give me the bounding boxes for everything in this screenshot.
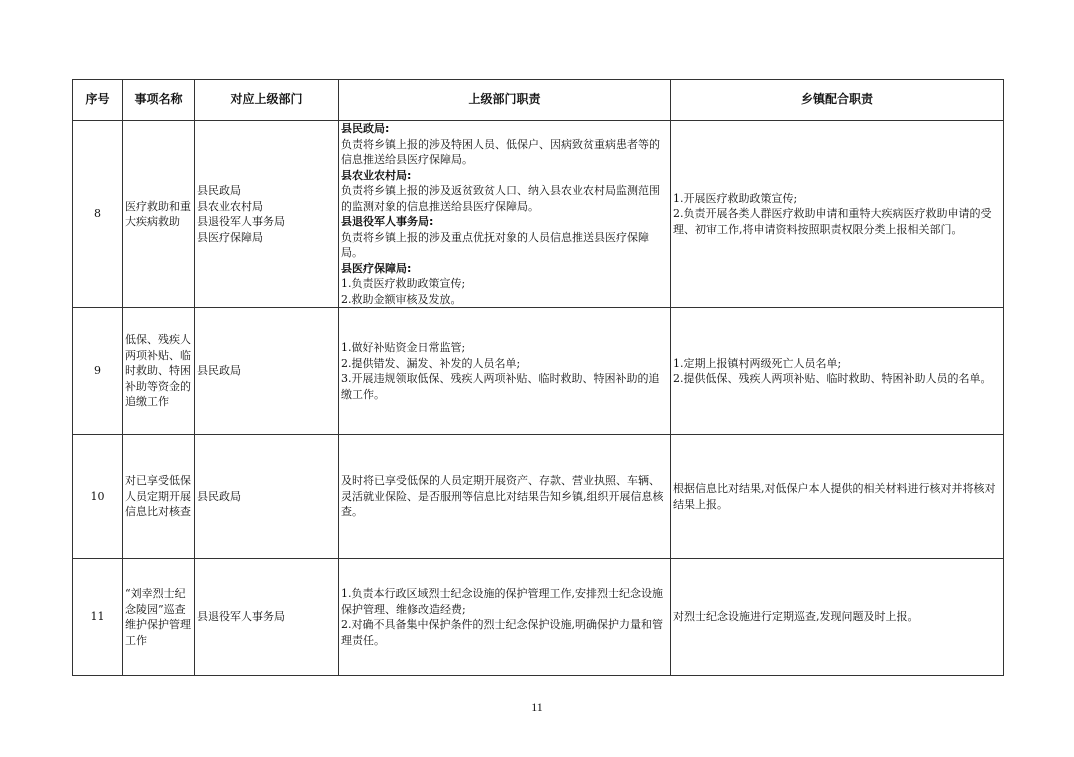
dept-name: 县农业农村局 bbox=[197, 199, 263, 213]
dept-name: 县退役军人事务局 bbox=[197, 610, 285, 624]
duty-text: 1.负责本行政区域烈士纪念设施的保护管理工作,安排烈士纪念设施保护管理、维修改造经费; bbox=[341, 587, 663, 616]
header-upper-duty: 上级部门职责 bbox=[339, 80, 671, 121]
row-town-duty-cell bbox=[671, 308, 1004, 435]
row-town-duty-cell bbox=[671, 121, 1004, 308]
dept-name: 县退役军人事务局 bbox=[197, 215, 285, 228]
row-index: 11 bbox=[73, 559, 123, 676]
row-index: 8 bbox=[73, 121, 123, 308]
table-row bbox=[73, 308, 1004, 435]
dept-heading: 县民政局: bbox=[341, 122, 390, 135]
header-index: 序号 bbox=[73, 80, 123, 121]
duty-text: 2.救助金额审核及发放。 bbox=[341, 292, 462, 306]
row-item-name: 医疗救助和重大疾病救助 bbox=[123, 121, 195, 308]
header-dept: 对应上级部门 bbox=[195, 80, 339, 121]
row-town-duty-cell bbox=[671, 559, 1004, 676]
table-row bbox=[73, 559, 1004, 676]
header-town-duty: 乡镇配合职责 bbox=[671, 80, 1004, 121]
duty-text: 3.开展违规领取低保、残疾人两项补贴、临时救助、特困补助的追缴工作。 bbox=[341, 372, 660, 401]
duty-text: 2.对确不具备集中保护条件的烈士纪念保护设施,明确保护力量和管理责任。 bbox=[341, 618, 663, 647]
town-duty-text: 对烈士纪念设施进行定期巡查,发现问题及时上报。 bbox=[673, 610, 919, 624]
table-row bbox=[73, 121, 1004, 308]
duty-text: 1.负责医疗救助政策宣传; bbox=[341, 277, 466, 290]
row-upper-duty-cell bbox=[339, 435, 671, 559]
duty-text: 1.做好补贴资金日常监管; bbox=[341, 341, 466, 354]
row-item-name: 对已享受低保人员定期开展信息比对核查 bbox=[123, 435, 195, 559]
dept-name: 县医疗保障局 bbox=[197, 230, 263, 244]
duty-text: 2.提供错发、漏发、补发的人员名单; bbox=[341, 356, 521, 370]
town-duty-text: 2.提供低保、残疾人两项补贴、临时救助、特困补助人员的名单。 bbox=[673, 372, 992, 385]
row-item-name: “刘幸烈士纪念陵园”巡查维护保护管理工作 bbox=[123, 559, 195, 676]
town-duty-text: 1.开展医疗救助政策宣传; bbox=[673, 191, 798, 205]
row-upper-duty-cell bbox=[339, 121, 671, 308]
row-upper-duty-cell bbox=[339, 308, 671, 435]
row-upper-duty-cell bbox=[339, 559, 671, 676]
dept-heading: 县退役军人事务局: bbox=[341, 215, 434, 228]
town-duty-text: 1.定期上报镇村两级死亡人员名单; bbox=[673, 356, 842, 370]
row-dept-cell bbox=[195, 121, 339, 308]
header-item-name: 事项名称 bbox=[123, 80, 195, 121]
row-index: 10 bbox=[73, 435, 123, 559]
duty-table bbox=[72, 79, 1004, 676]
row-dept-cell bbox=[195, 308, 339, 435]
dept-heading: 县医疗保障局: bbox=[341, 261, 412, 275]
town-duty-text: 2.负责开展各类人群医疗救助申请和重特大疾病医疗救助申请的受理、初审工作,将申请资料按照职责权限分类上报相关部门。 bbox=[673, 207, 992, 236]
header-row bbox=[73, 80, 1004, 121]
table-row bbox=[73, 435, 1004, 559]
row-item-name: 低保、残疾人两项补贴、临时救助、特困补助等资金的追缴工作 bbox=[123, 308, 195, 435]
duty-text: 负责将乡镇上报的涉及重点优抚对象的人员信息推送县医疗保障局。 bbox=[341, 230, 649, 259]
duty-text: 及时将已享受低保的人员定期开展资产、存款、营业执照、车辆、灵活就业保险、是否服刑等信息比对结果告知乡镇,组织开展信息核查。 bbox=[341, 474, 664, 519]
town-duty-text: 根据信息比对结果,对低保户本人提供的相关材料进行核对并将核对结果上报。 bbox=[673, 482, 996, 511]
row-index: 9 bbox=[73, 308, 123, 435]
page-number: 11 bbox=[531, 700, 543, 714]
row-town-duty-cell bbox=[671, 435, 1004, 559]
row-dept-cell bbox=[195, 559, 339, 676]
dept-name: 县民政局 bbox=[197, 489, 241, 503]
dept-name: 县民政局 bbox=[197, 364, 241, 378]
row-dept-cell bbox=[195, 435, 339, 559]
duty-text: 负责将乡镇上报的涉及返贫致贫人口、纳入县农业农村局监测范围的监测对象的信息推送给县医疗保障局。 bbox=[341, 184, 660, 213]
duty-text: 负责将乡镇上报的涉及特困人员、低保户、因病致贫重病患者等的信息推送给县医疗保障局。 bbox=[341, 137, 660, 166]
dept-name: 县民政局 bbox=[197, 184, 241, 197]
dept-heading: 县农业农村局: bbox=[341, 168, 412, 182]
